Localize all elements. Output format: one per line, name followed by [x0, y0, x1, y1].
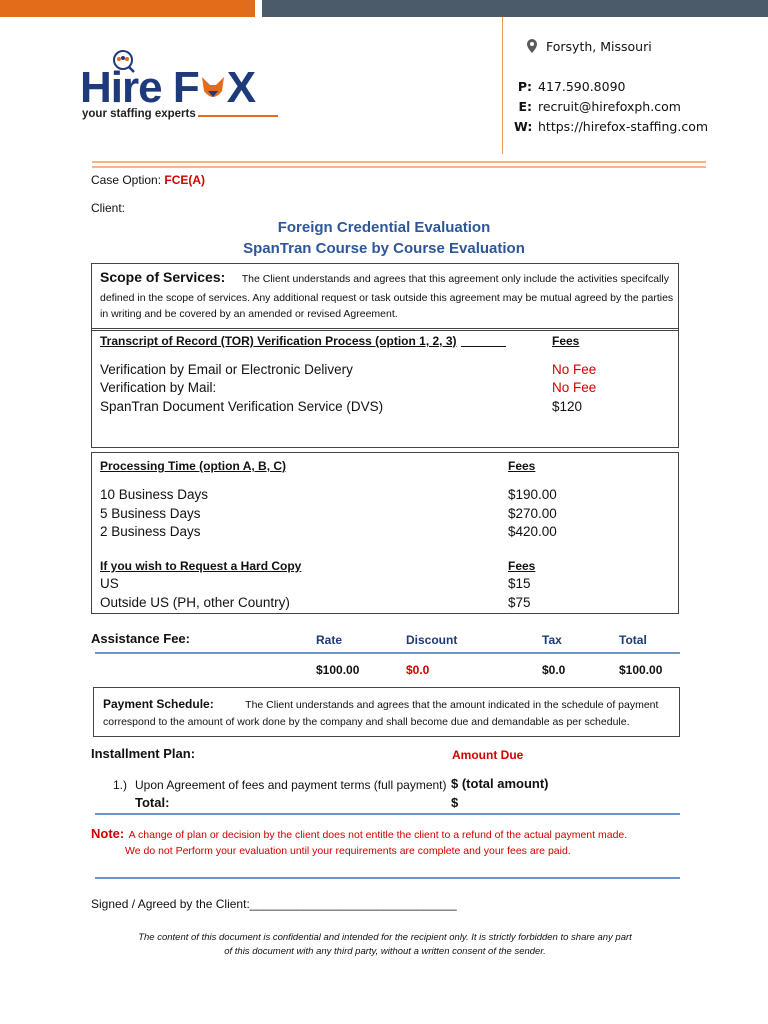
tor-item-mail: Verification by Mail: — [100, 380, 217, 395]
tor-fee-mail: No Fee — [552, 380, 597, 395]
tax-value: $0.0 — [542, 663, 566, 677]
hardcopy-heading: If you wish to Request a Hard Copy — [100, 559, 302, 573]
scope-text-3: in writing and be covered by an amended or revised Agreement. — [100, 308, 398, 320]
tor-fee-dvs: $120 — [552, 399, 583, 414]
web-label: W: — [514, 119, 533, 134]
hardcopy-fees-label: Fees — [508, 559, 536, 573]
logo-word-x: X — [226, 63, 256, 112]
header-rule-2 — [92, 166, 706, 168]
hardcopy-fee-outside: $75 — [508, 595, 531, 610]
scope-text-2: defined in the scope of services. Any additional request or task outside this agreement may be mutual agreed by the parties — [100, 292, 674, 304]
web-value[interactable]: https://hirefox-staffing.com — [538, 119, 709, 134]
rate-value: $100.00 — [316, 663, 360, 677]
case-option — [91, 173, 205, 187]
disclaimer — [120, 931, 650, 959]
assistance-label: Assistance Fee: — [91, 631, 190, 646]
phone-label: P: — [517, 79, 532, 94]
location-text: Forsyth, Missouri — [546, 39, 652, 54]
installment-heading: Installment Plan: — [91, 746, 196, 761]
signature-blank[interactable]: _______________________________ — [249, 897, 457, 911]
phone-value[interactable]: 417.590.8090 — [538, 79, 626, 94]
installment-total-label: Total: — [135, 795, 170, 810]
payment-heading: Payment Schedule: — [103, 697, 214, 711]
tagline-underline — [198, 115, 278, 117]
scope-line-1 — [100, 269, 675, 287]
payment-text-2: correspond to the amount of work done by the company and shall become due and demandable as per schedule. — [103, 716, 630, 728]
note-rule — [95, 877, 680, 879]
tor-fees-label: Fees — [552, 334, 580, 348]
header-bar-slate — [262, 0, 768, 17]
processing-fee-2: $420.00 — [508, 524, 557, 539]
email-line — [514, 99, 681, 114]
processing-heading: Processing Time (option A, B, C) — [100, 459, 287, 473]
installment-item-number: 1.) — [113, 778, 128, 792]
case-option-value: FCE(A) — [164, 173, 206, 187]
phone-line — [514, 79, 625, 94]
header-rule-1 — [92, 161, 706, 163]
installment-item-text: Upon Agreement of fees and payment terms (full payment) — [135, 778, 447, 792]
total-header: Total — [619, 633, 647, 647]
note-text-2: We do not Perform your evaluation until your requirements are complete and your fees are paid. — [125, 845, 571, 857]
installment-rule — [95, 813, 680, 815]
hardcopy-item-us: US — [100, 576, 119, 591]
header-divider — [502, 17, 503, 154]
email-value[interactable]: recruit@hirefoxph.com — [538, 99, 681, 114]
payment-text-1: The Client understands and agrees that the amount indicated in the schedule of payment — [245, 699, 659, 711]
disclaimer-line-1: The content of this document is confidential and intended for the recipient only. It is strictly forbidden to share any part — [138, 932, 632, 943]
discount-header: Discount — [406, 633, 458, 647]
tax-header: Tax — [542, 633, 562, 647]
doc-subtitle: SpanTran Course by Course Evaluation — [243, 240, 525, 257]
installment-item-amount: $ (total amount) — [451, 776, 549, 791]
amount-due-label: Amount Due — [452, 748, 524, 762]
scope-heading: Scope of Services: — [100, 269, 226, 285]
payment-line-1 — [103, 695, 658, 713]
signature-line — [91, 897, 457, 911]
tor-heading-blank — [461, 346, 506, 347]
scope-text-1: The Client understands and agrees that this agreement only include the activities specifcally — [241, 273, 669, 285]
tor-heading: Transcript of Record (TOR) Verification Process (option 1, 2, 3) — [100, 334, 457, 348]
note-text-1: A change of plan or decision by the client does not entitle the client to a refund of the actual payment made. — [128, 829, 628, 841]
case-option-label: Case Option: — [91, 173, 165, 187]
processing-item-5: 5 Business Days — [100, 506, 201, 521]
note-label: Note: — [91, 826, 125, 841]
total-value: $100.00 — [619, 663, 663, 677]
hirefox-logo — [80, 50, 280, 125]
fox-icon — [198, 73, 228, 105]
hardcopy-item-outside: Outside US (PH, other Country) — [100, 595, 290, 610]
tor-item-email: Verification by Email or Electronic Delivery — [100, 362, 353, 377]
doc-title: Foreign Credential Evaluation — [277, 219, 491, 236]
assistance-rule — [95, 652, 680, 654]
location-line — [526, 39, 652, 54]
processing-fee-10: $190.00 — [508, 487, 557, 502]
tor-fee-email: No Fee — [552, 362, 597, 377]
signature-label: Signed / Agreed by the Client: — [91, 897, 250, 911]
note-line-1 — [91, 825, 627, 843]
web-line — [514, 119, 708, 134]
logo-word-f: F — [172, 63, 199, 112]
rate-header: Rate — [316, 633, 343, 647]
client-label: Client: — [91, 201, 126, 215]
processing-item-10: 10 Business Days — [100, 487, 209, 502]
header-bar-orange — [0, 0, 255, 17]
email-label: E: — [518, 99, 532, 114]
processing-item-2: 2 Business Days — [100, 524, 201, 539]
processing-fees-label: Fees — [508, 459, 536, 473]
installment-total-amount: $ — [451, 795, 459, 810]
tor-item-dvs: SpanTran Document Verification Service (DVS) — [100, 399, 384, 414]
logo-tagline: your staffing experts — [82, 108, 196, 120]
discount-value: $0.0 — [406, 663, 430, 677]
disclaimer-line-2: of this document with any third party, without a written consent of the sender. — [224, 946, 546, 957]
logo-word-hire: Hire — [80, 63, 162, 112]
hardcopy-fee-us: $15 — [508, 576, 531, 591]
map-pin-icon — [526, 39, 538, 53]
processing-fee-5: $270.00 — [508, 506, 557, 521]
